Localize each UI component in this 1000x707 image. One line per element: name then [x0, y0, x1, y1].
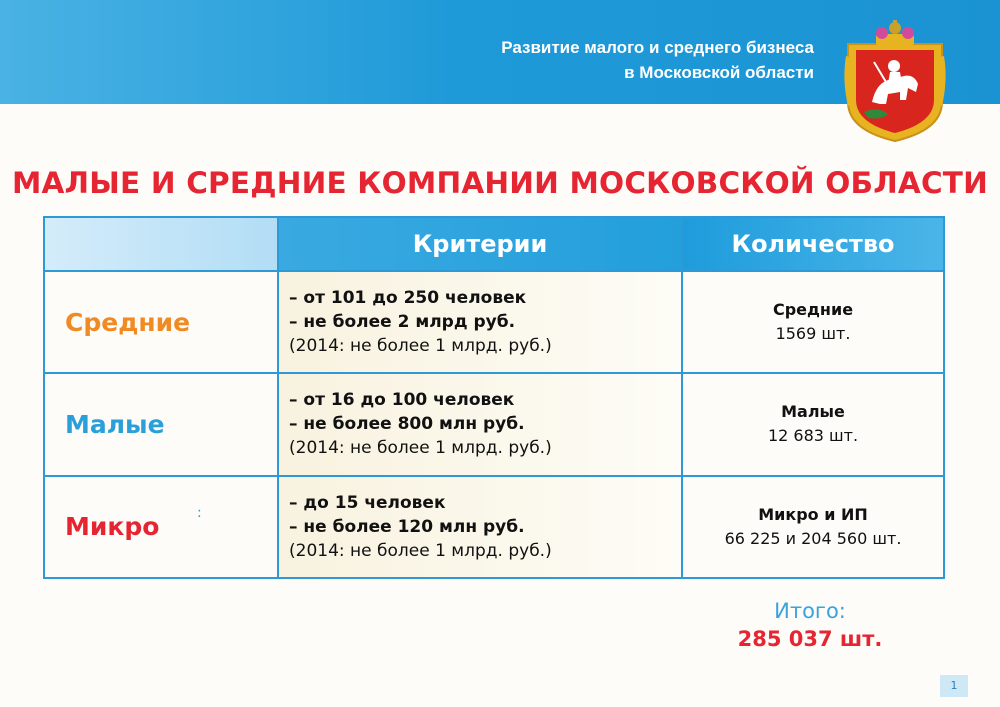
table-row-small [44, 373, 944, 475]
header-title-line2: в Московской области [624, 63, 814, 82]
criteria-small [278, 373, 682, 475]
total-value: 285 037 шт. [737, 627, 883, 651]
count-small [682, 373, 944, 475]
category-small: Малые [44, 373, 278, 475]
count-medium-label: Средние [772, 300, 854, 320]
header-count: Количество [682, 217, 944, 271]
companies-table [43, 216, 945, 579]
criteria-micro [278, 476, 682, 578]
criteria-small-note: (2014: не более 1 млрд. руб.) [289, 438, 552, 459]
category-micro: Микро [44, 476, 278, 578]
criteria-medium-note: (2014: не более 1 млрд. руб.) [289, 336, 552, 357]
count-medium [682, 271, 944, 373]
total-block [660, 597, 960, 653]
criteria-micro-revenue: – не более 120 млн руб. [289, 516, 525, 537]
count-micro-label: Микро и ИП [758, 504, 868, 524]
decorative-colon: : [197, 505, 202, 521]
page-title: МАЛЫЕ И СРЕДНИЕ КОМПАНИИ МОСКОВСКОЙ ОБЛАСТИ [11, 166, 989, 200]
criteria-small-revenue: – не более 800 млн руб. [289, 414, 525, 435]
header-title-line1: Развитие малого и среднего бизнеса [501, 38, 814, 57]
page-number: 1 [940, 675, 968, 697]
header-title [501, 35, 814, 85]
criteria-micro-staff: – до 15 человек [289, 492, 446, 513]
count-micro [682, 476, 944, 578]
count-micro-value: 66 225 и 204 560 шт. [724, 528, 902, 548]
criteria-medium-staff: – от 101 до 250 человек [289, 288, 527, 309]
count-medium-value: 1569 шт. [775, 324, 851, 344]
count-small-value: 12 683 шт. [767, 426, 859, 446]
count-small-label: Малые [781, 402, 845, 422]
criteria-medium [278, 271, 682, 373]
header-criteria: Критерии [278, 217, 682, 271]
criteria-small-staff: – от 16 до 100 человек [289, 390, 515, 411]
header-cell-empty [44, 217, 278, 271]
coat-of-arms-icon [842, 20, 948, 142]
criteria-medium-revenue: – не более 2 млрд руб. [289, 312, 516, 333]
category-medium: Средние [44, 271, 278, 373]
total-label: Итого: [774, 599, 846, 623]
criteria-micro-note: (2014: не более 1 млрд. руб.) [289, 540, 552, 561]
table-row-micro [44, 476, 944, 578]
table-row-medium [44, 271, 944, 373]
table-header-row [44, 217, 944, 271]
